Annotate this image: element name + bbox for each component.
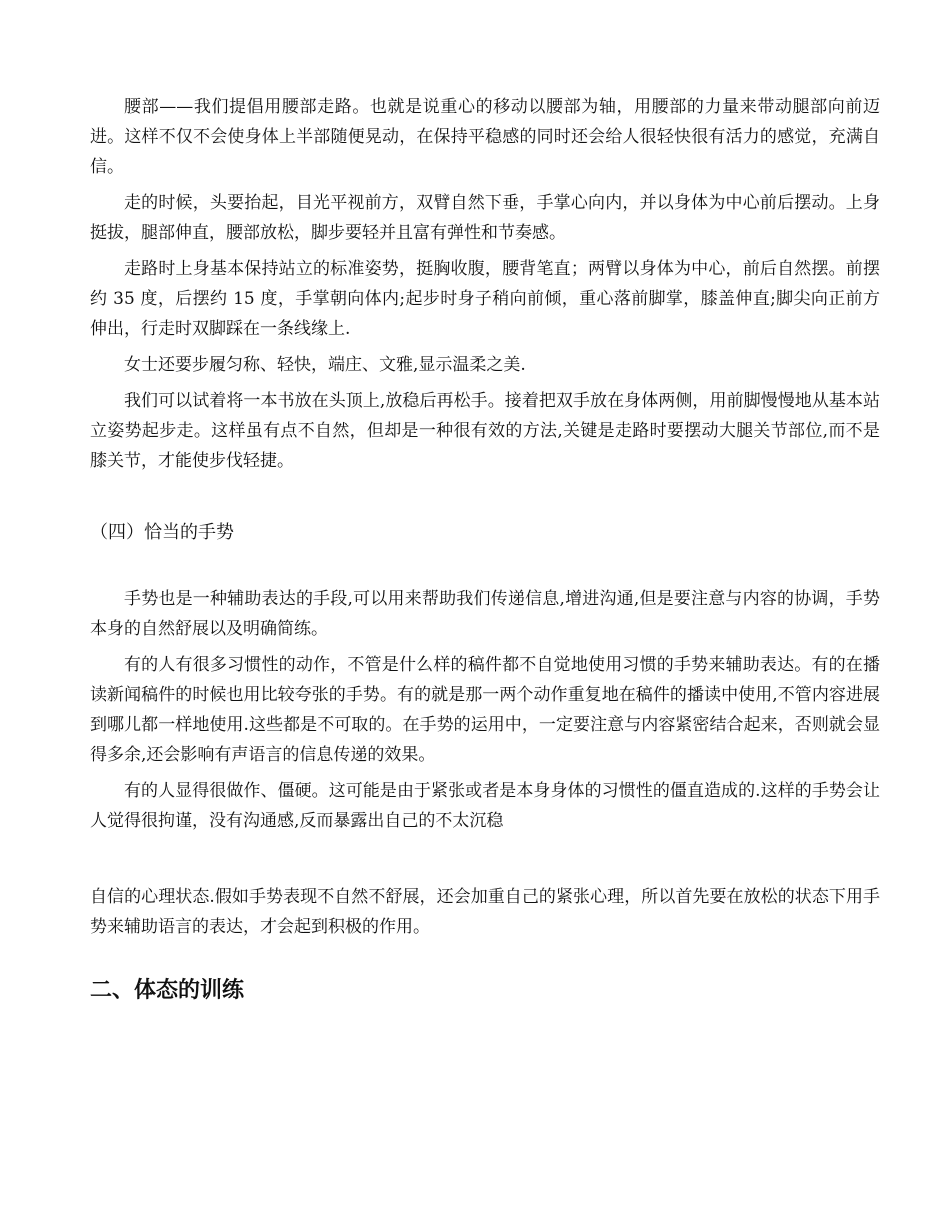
spacer (90, 482, 880, 518)
paragraph-waist-walking: 腰部——我们提倡用腰部走路。也就是说重心的移动以腰部为轴，用腰部的力量来带动腿部向前迈进。这样不仅不会使身体上半部随便晃动，在保持平稳感的同时还会给人很轻快很有活力的感觉，充满自信。 (90, 97, 880, 177)
section-heading-posture-training: 二、体态的训练 (90, 978, 245, 1003)
paragraph-stiff-gestures: 有的人显得很做作、僵硬。这可能是由于紧张或者是本身身体的习惯性的僵直造成的.这样的手势会让人觉得很拘谨，没有沟通感,反而暴露出自己的不太沉稳 (90, 781, 880, 831)
paragraph-upper-body: 走路时上身基本保持站立的标准姿势，挺胸收腹，腰背笔直；两臂以身体为中心，前后自然摆。前摆约 35 度，后摆约 15 度，手掌朝向体内;起步时身子稍向前倾，重心落前脚掌，膝盖伸直;脚尖向正前方伸出，行走时双脚踩在一条线缘上. (90, 259, 880, 339)
paragraph-gesture-intro: 手势也是一种辅助表达的手段,可以用来帮助我们传递信息,增进沟通,但是要注意与内容的协调，手势本身的自然舒展以及明确简练。 (90, 589, 880, 639)
paragraph-habitual-gestures: 有的人有很多习惯性的动作，不管是什么样的稿件都不自觉地使用习惯的手势来辅助表达。有的在播读新闻稿件的时候也用比较夸张的手势。有的就是那一两个动作重复地在稿件的播读中使用,不管内容进展到哪儿都一样地使用.这些都是不可取的。在手势的运用中，一定要注意与内容紧密结合起来，否则就会显得多余,还会影响有声语言的信息传递的效果。 (90, 655, 880, 765)
section-heading-gestures: （四）恰当的手势 (90, 522, 234, 543)
paragraph-confidence: 自信的心理状态.假如手势表现不自然不舒展，还会加重自己的紧张心理，所以首先要在放松的状态下用手势来辅助语言的表达，才会起到积极的作用。 (90, 887, 880, 937)
spacer (90, 842, 880, 882)
paragraph-women-gait: 女士还要步履匀称、轻快，端庄、文雅,显示温柔之美. (124, 355, 526, 375)
spacer (90, 548, 880, 584)
paragraph-book-exercise: 我们可以试着将一本书放在头顶上,放稳后再松手。接着把双手放在身体两侧，用前脚慢慢地从基本站立姿势起步走。这样虽有点不自然，但却是一种很有效的方法,关键是走路时要摆动大腿关节部位,而不是膝关节，才能使步伐轻捷。 (90, 391, 880, 471)
spacer (90, 948, 880, 976)
document-page (90, 92, 880, 1006)
paragraph-head-posture: 走的时候，头要抬起，目光平视前方，双臂自然下垂，手掌心向内，并以身体为中心前后摆动。上身挺拔，腿部伸直，腰部放松，脚步要轻并且富有弹性和节奏感。 (90, 193, 880, 243)
